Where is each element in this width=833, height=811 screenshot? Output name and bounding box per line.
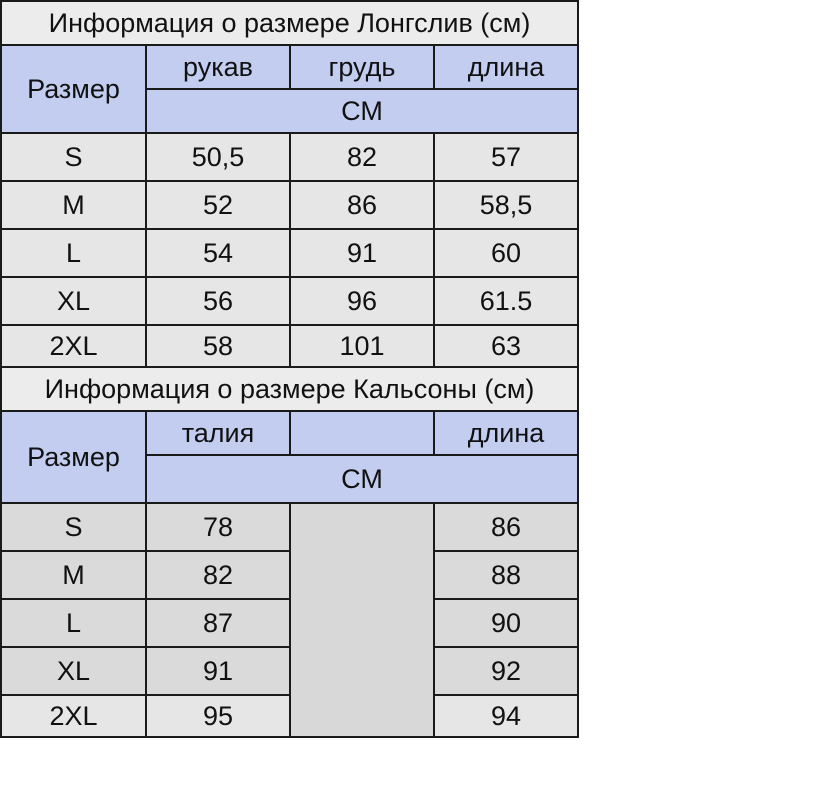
size-cell: XL — [1, 647, 146, 695]
longsleeve-title: Информация о размере Лонгслив (см) — [1, 1, 578, 45]
value-cell: 61.5 — [434, 277, 578, 325]
longjohns-col-waist: талия — [146, 411, 290, 455]
size-cell: 2XL — [1, 695, 146, 737]
table-row — [1, 181, 578, 229]
value-cell: 90 — [434, 599, 578, 647]
table-row — [1, 551, 578, 599]
value-cell: 94 — [434, 695, 578, 737]
value-cell: 50,5 — [146, 133, 290, 181]
value-cell: 52 — [146, 181, 290, 229]
size-cell: L — [1, 229, 146, 277]
blank-merged-cell — [290, 503, 434, 737]
longjohns-title: Информация о размере Кальсоны (см) — [1, 367, 578, 411]
longsleeve-unit: СМ — [146, 89, 578, 133]
table-row — [1, 277, 578, 325]
value-cell: 86 — [434, 503, 578, 551]
size-cell: L — [1, 599, 146, 647]
value-cell: 91 — [290, 229, 434, 277]
value-cell: 78 — [146, 503, 290, 551]
size-cell: S — [1, 133, 146, 181]
value-cell: 57 — [434, 133, 578, 181]
table-row — [1, 133, 578, 181]
value-cell: 63 — [434, 325, 578, 367]
value-cell: 82 — [290, 133, 434, 181]
size-cell: S — [1, 503, 146, 551]
value-cell: 87 — [146, 599, 290, 647]
value-cell: 82 — [146, 551, 290, 599]
longjohns-size-table — [0, 366, 579, 738]
longsleeve-size-header: Размер — [1, 45, 146, 133]
size-cell: M — [1, 551, 146, 599]
longjohns-unit: СМ — [146, 455, 578, 503]
size-cell: XL — [1, 277, 146, 325]
value-cell: 101 — [290, 325, 434, 367]
size-cell: M — [1, 181, 146, 229]
value-cell: 58,5 — [434, 181, 578, 229]
size-cell: 2XL — [1, 325, 146, 367]
longjohns-col-length: длина — [434, 411, 578, 455]
table-row — [1, 229, 578, 277]
longjohns-col-empty — [290, 411, 434, 455]
table-row — [1, 325, 578, 367]
value-cell: 95 — [146, 695, 290, 737]
table-row — [1, 503, 578, 551]
table-row — [1, 647, 578, 695]
value-cell: 92 — [434, 647, 578, 695]
table-row — [1, 599, 578, 647]
longsleeve-col-length: длина — [434, 45, 578, 89]
value-cell: 54 — [146, 229, 290, 277]
value-cell: 88 — [434, 551, 578, 599]
longsleeve-col-chest: грудь — [290, 45, 434, 89]
value-cell: 91 — [146, 647, 290, 695]
value-cell: 58 — [146, 325, 290, 367]
value-cell: 96 — [290, 277, 434, 325]
value-cell: 56 — [146, 277, 290, 325]
table-row — [1, 695, 578, 737]
longsleeve-col-sleeve: рукав — [146, 45, 290, 89]
longjohns-size-header: Размер — [1, 411, 146, 503]
value-cell: 86 — [290, 181, 434, 229]
longsleeve-size-table — [0, 0, 579, 368]
value-cell: 60 — [434, 229, 578, 277]
